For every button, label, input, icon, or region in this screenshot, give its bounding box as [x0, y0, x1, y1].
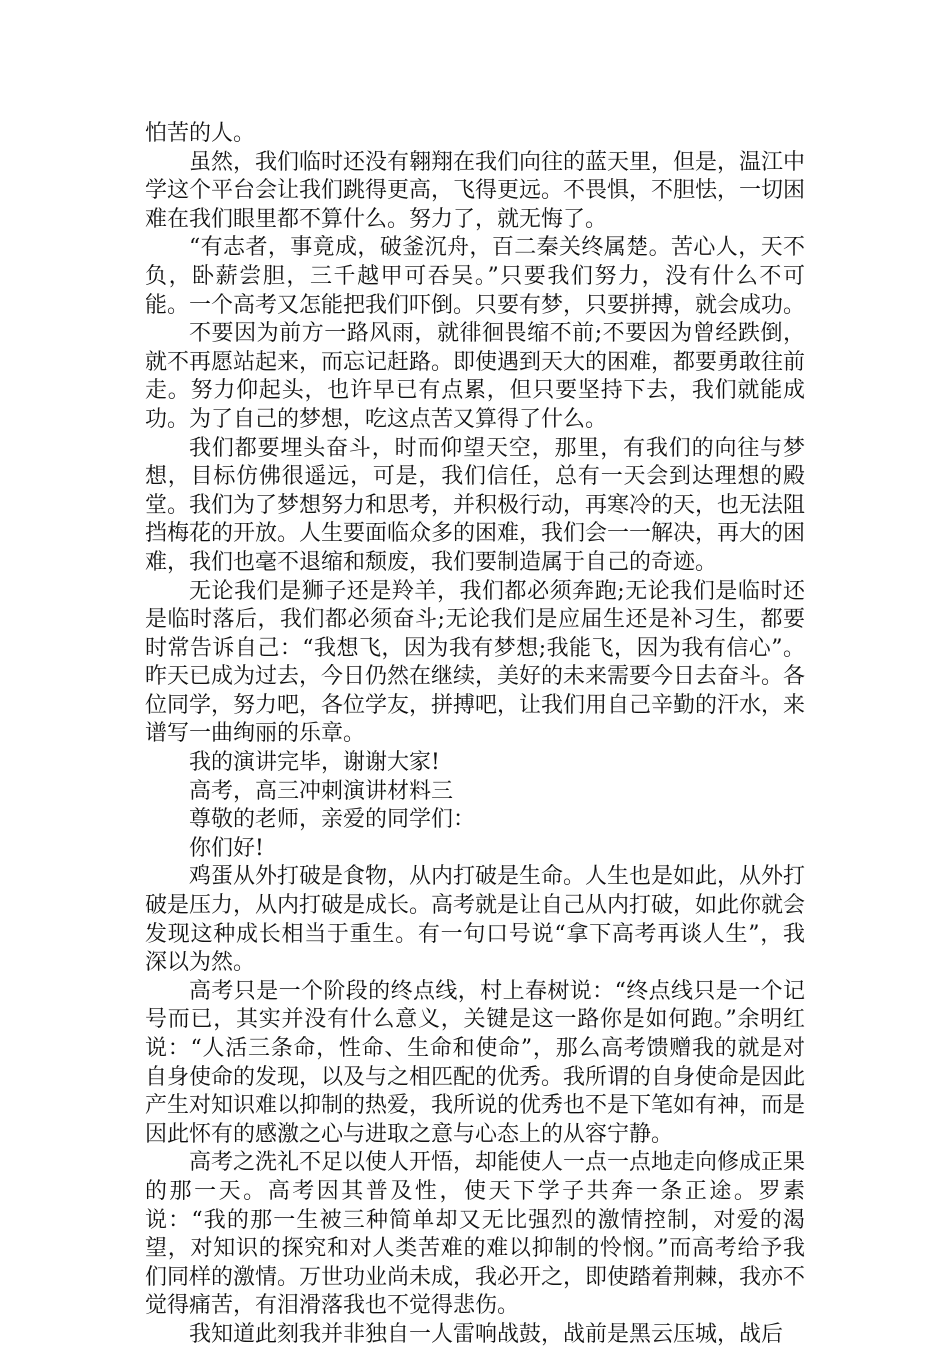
document-page	[145, 120, 805, 1350]
paragraph: 不要因为前方一路风雨，就徘徊畏缩不前;不要因为曾经跌倒，就不再愿站起来，而忘记赶路。即使遇到天大的困难，都要勇敢往前走。努力仰起头，也许早已有点累，但只要坚持下去，我们就能成功。为了自己的梦想，吃这点苦又算得了什么。	[145, 321, 806, 432]
paragraph-truncated: 我知道此刻我并非独自一人雷响战鼓，战前是黑云压城，战后	[189, 1321, 784, 1347]
paragraph: 我们都要埋头奋斗，时而仰望天空，那里，有我们的向往与梦想，目标仿佛很遥远，可是，我们信任，总有一天会到达理想的殿堂。我们为了梦想努力和思考，并积极行动，再寒冷的天，也无法阻挡梅花的开放。人生要面临众多的困难，我们会一一解决，再大的困难，我们也毫不退缩和颓废，我们要制造属于自己的奇迹。	[145, 435, 806, 575]
paragraph: 高考之洗礼不足以使人开悟，却能使人一点一点地走向修成正果的那一天。高考因其普及性，使天下学子共奔一条正途。罗素说：“我的那一生被三种简单却又无比强烈的激情控制，对爱的渴望，对知识的探究和对人类苦难的难以抑制的怜悯。”而高考给予我们同样的激情。万世功业尚未成，我必开之，即使踏着荆棘，我亦不觉得痛苦，有泪滑落我也不觉得悲伤。	[145, 1150, 806, 1319]
greeting: 你们好!	[189, 835, 264, 861]
section-heading: 高考，高三冲刺演讲材料三	[189, 778, 454, 804]
salutation: 尊敬的老师，亲爱的同学们：	[189, 807, 476, 833]
paragraph: 鸡蛋从外打破是食物，从内打破是生命。人生也是如此，从外打破是压力，从内打破是成长。高考就是让自己从内打破，如此你就会发现这种成长相当于重生。有一句口号说“拿下高考再谈人生”，我深以为然。	[145, 864, 806, 976]
paragraph-continuation: 怕苦的人。	[145, 121, 256, 146]
closing-line: 我的演讲完毕，谢谢大家!	[189, 750, 440, 776]
paragraph: 高考只是一个阶段的终点线，村上春树说：“终点线只是一个记号而已，其实并没有什么意义，关键是这一路你是如何跑。”余明红说：“人活三条命，性命、生命和使命”，那么高考馈赠我的就是对自身使命的发现，以及与之相匹配的优秀。我所谓的自身使命是因此产生对知识难以抑制的热爱，我所说的优秀也不是下笔如有神，而是因此怀有的感激之心与进取之意与心态上的从容宁静。	[145, 978, 806, 1147]
paragraph: 虽然，我们临时还没有翱翔在我们向往的蓝天里，但是，温江中学这个平台会让我们跳得更高，飞得更远。不畏惧，不胆怯，一切困难在我们眼里都不算什么。努力了，就无悔了。	[145, 149, 806, 232]
paragraph-quote: “有志者，事竟成，破釜沉舟，百二秦关终属楚。苦心人，天不负，卧薪尝胆，三千越甲可吞吴。”只要我们努力，没有什么不可能。一个高考又怎能把我们吓倒。只要有梦，只要拼搏，就会成功。	[145, 235, 806, 318]
paragraph: 无论我们是狮子还是羚羊，我们都必须奔跑;无论我们是临时还是临时落后，我们都必须奋斗;无论我们是应届生还是补习生，都要时常告诉自己：“我想飞，因为我有梦想;我能飞，因为我有信心”。昨天已成为过去，今日仍然在继续，美好的未来需要今日去奋斗。各位同学，努力吧，各位学友，拼搏吧，让我们用自己辛勤的汗水，来谱写一曲绚丽的乐章。	[145, 578, 806, 747]
